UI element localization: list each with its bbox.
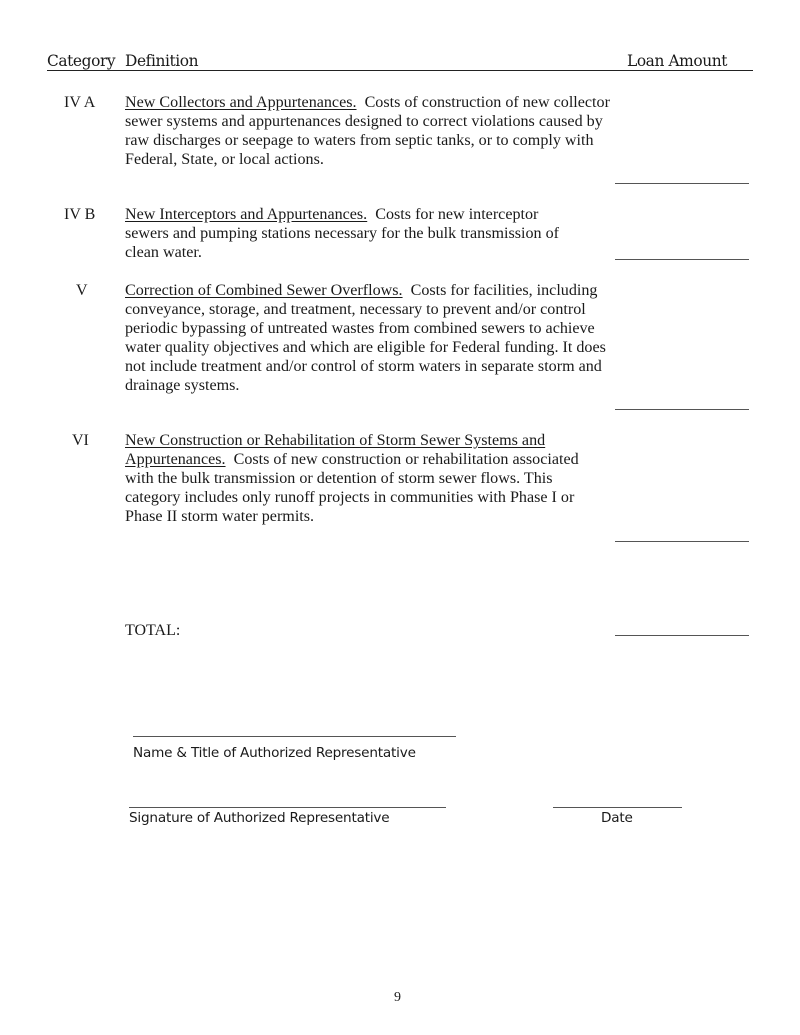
loan-amount-field[interactable] [615,183,749,184]
signature-line[interactable] [129,807,446,808]
definition-title: New Interceptors and Appurtenances. [125,206,368,223]
header-rule [47,70,753,71]
category-definition [125,94,615,170]
definition-title: Correction of Combined Sewer Overflows. [125,282,403,299]
category-definition [125,282,610,395]
category-code: IV A [64,94,96,111]
definition-body: Costs for facilities, including conveyance, storage, and treatment, necessary to prevent and/or control periodic bypassing of untreated wastes from combined sewers to achieve water quality objectives and which are eligible for Federal funding. It does not include treatment and/or control of storm waters in separate storm and drainage systems. [125,282,606,394]
name-title-label: Name & Title of Authorized Representative [133,745,416,761]
loan-amount-field[interactable] [615,259,749,260]
definition-body: Costs of new construction or rehabilitation associated with the bulk transmission or detention of storm sewer flows. This category includes only runoff projects in communities with Phase I or Phase II storm water permits. [125,450,579,525]
column-header-category: Category [47,52,116,70]
name-title-line[interactable] [133,736,456,737]
date-line[interactable] [553,807,682,808]
signature-label: Signature of Authorized Representative [129,810,390,826]
column-header-definition: Definition [125,52,199,70]
category-code: V [76,282,88,299]
definition-body: Costs for new interceptor sewers and pumping stations necessary for the bulk transmission of clean water. [125,206,560,261]
category-definition [125,206,585,263]
total-label: TOTAL: [125,622,181,639]
column-header-loan-amount: Loan Amount [627,52,728,70]
definition-body: Costs of construction of new collector sewer systems and appurtenances designed to correct violations caused by raw discharges or seepage to waters from septic tanks, or to comply with Federal, State, or local actions. [125,94,610,168]
total-amount-field[interactable] [615,635,749,636]
definition-title: New Collectors and Appurtenances. [125,94,357,111]
definition-title: New Construction or Rehabilitation of Storm Sewer Systems and Appurtenances. [125,432,546,468]
loan-amount-field[interactable] [615,409,749,410]
page-number: 9 [394,990,401,1005]
loan-amount-field[interactable] [615,541,749,542]
date-label: Date [601,810,633,826]
category-code: VI [72,432,89,449]
category-definition [125,432,595,527]
category-code: IV B [64,206,96,223]
